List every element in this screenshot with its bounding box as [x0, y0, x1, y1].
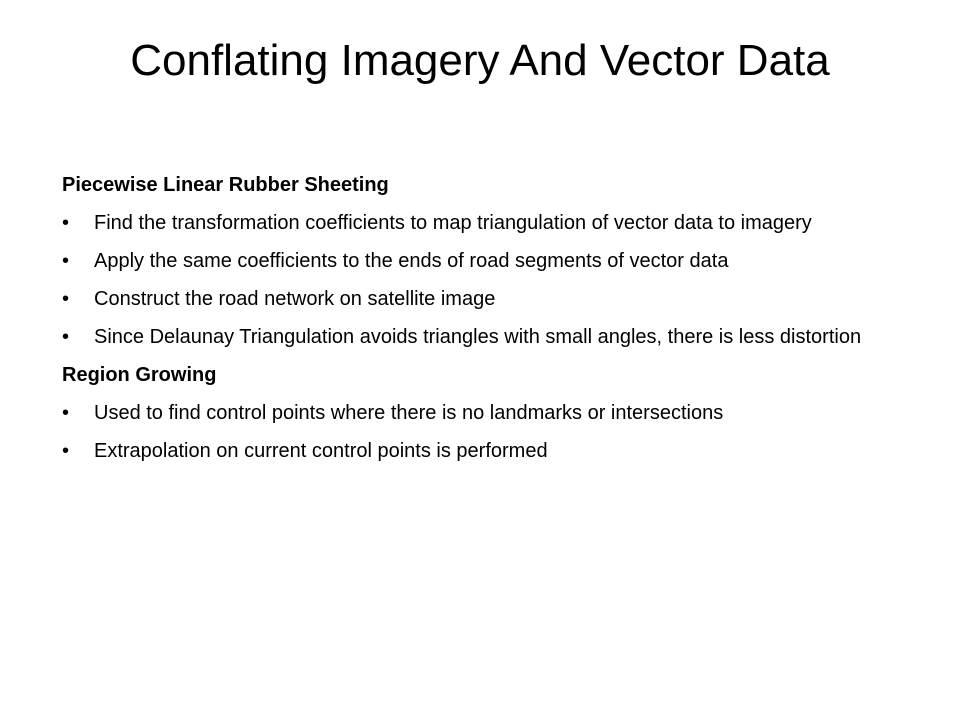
bullet-text: Construct the road network on satellite image	[94, 288, 496, 310]
bullet-dot: •	[62, 402, 70, 424]
bullet-text: Used to find control points where there is no landmarks or intersections	[94, 402, 724, 424]
bullet-item	[62, 249, 882, 273]
bullet-text: Extrapolation on current control points is performed	[94, 440, 548, 462]
bullet-text: Since Delaunay Triangulation avoids triangles with small angles, there is less distortion	[94, 326, 862, 348]
slide-title: Conflating Imagery And Vector Data	[130, 36, 830, 85]
section-heading-region-growing: Region Growing	[62, 364, 217, 386]
bullet-text: Apply the same coefficients to the ends of road segments of vector data	[94, 250, 729, 272]
bullet-dot: •	[62, 288, 70, 310]
bullet-item	[62, 211, 882, 235]
bullet-item	[62, 287, 882, 311]
bullet-dot: •	[62, 326, 70, 348]
section-heading-rubber-sheeting: Piecewise Linear Rubber Sheeting	[62, 174, 389, 196]
bullet-item	[62, 325, 882, 349]
bullet-dot: •	[62, 212, 70, 234]
slide-content	[62, 173, 882, 477]
bullet-dot: •	[62, 440, 70, 462]
bullet-item	[62, 401, 882, 425]
bullet-text: Find the transformation coefficients to map triangulation of vector data to imagery	[94, 212, 812, 234]
bullet-dot: •	[62, 250, 70, 272]
bullet-item	[62, 439, 882, 463]
